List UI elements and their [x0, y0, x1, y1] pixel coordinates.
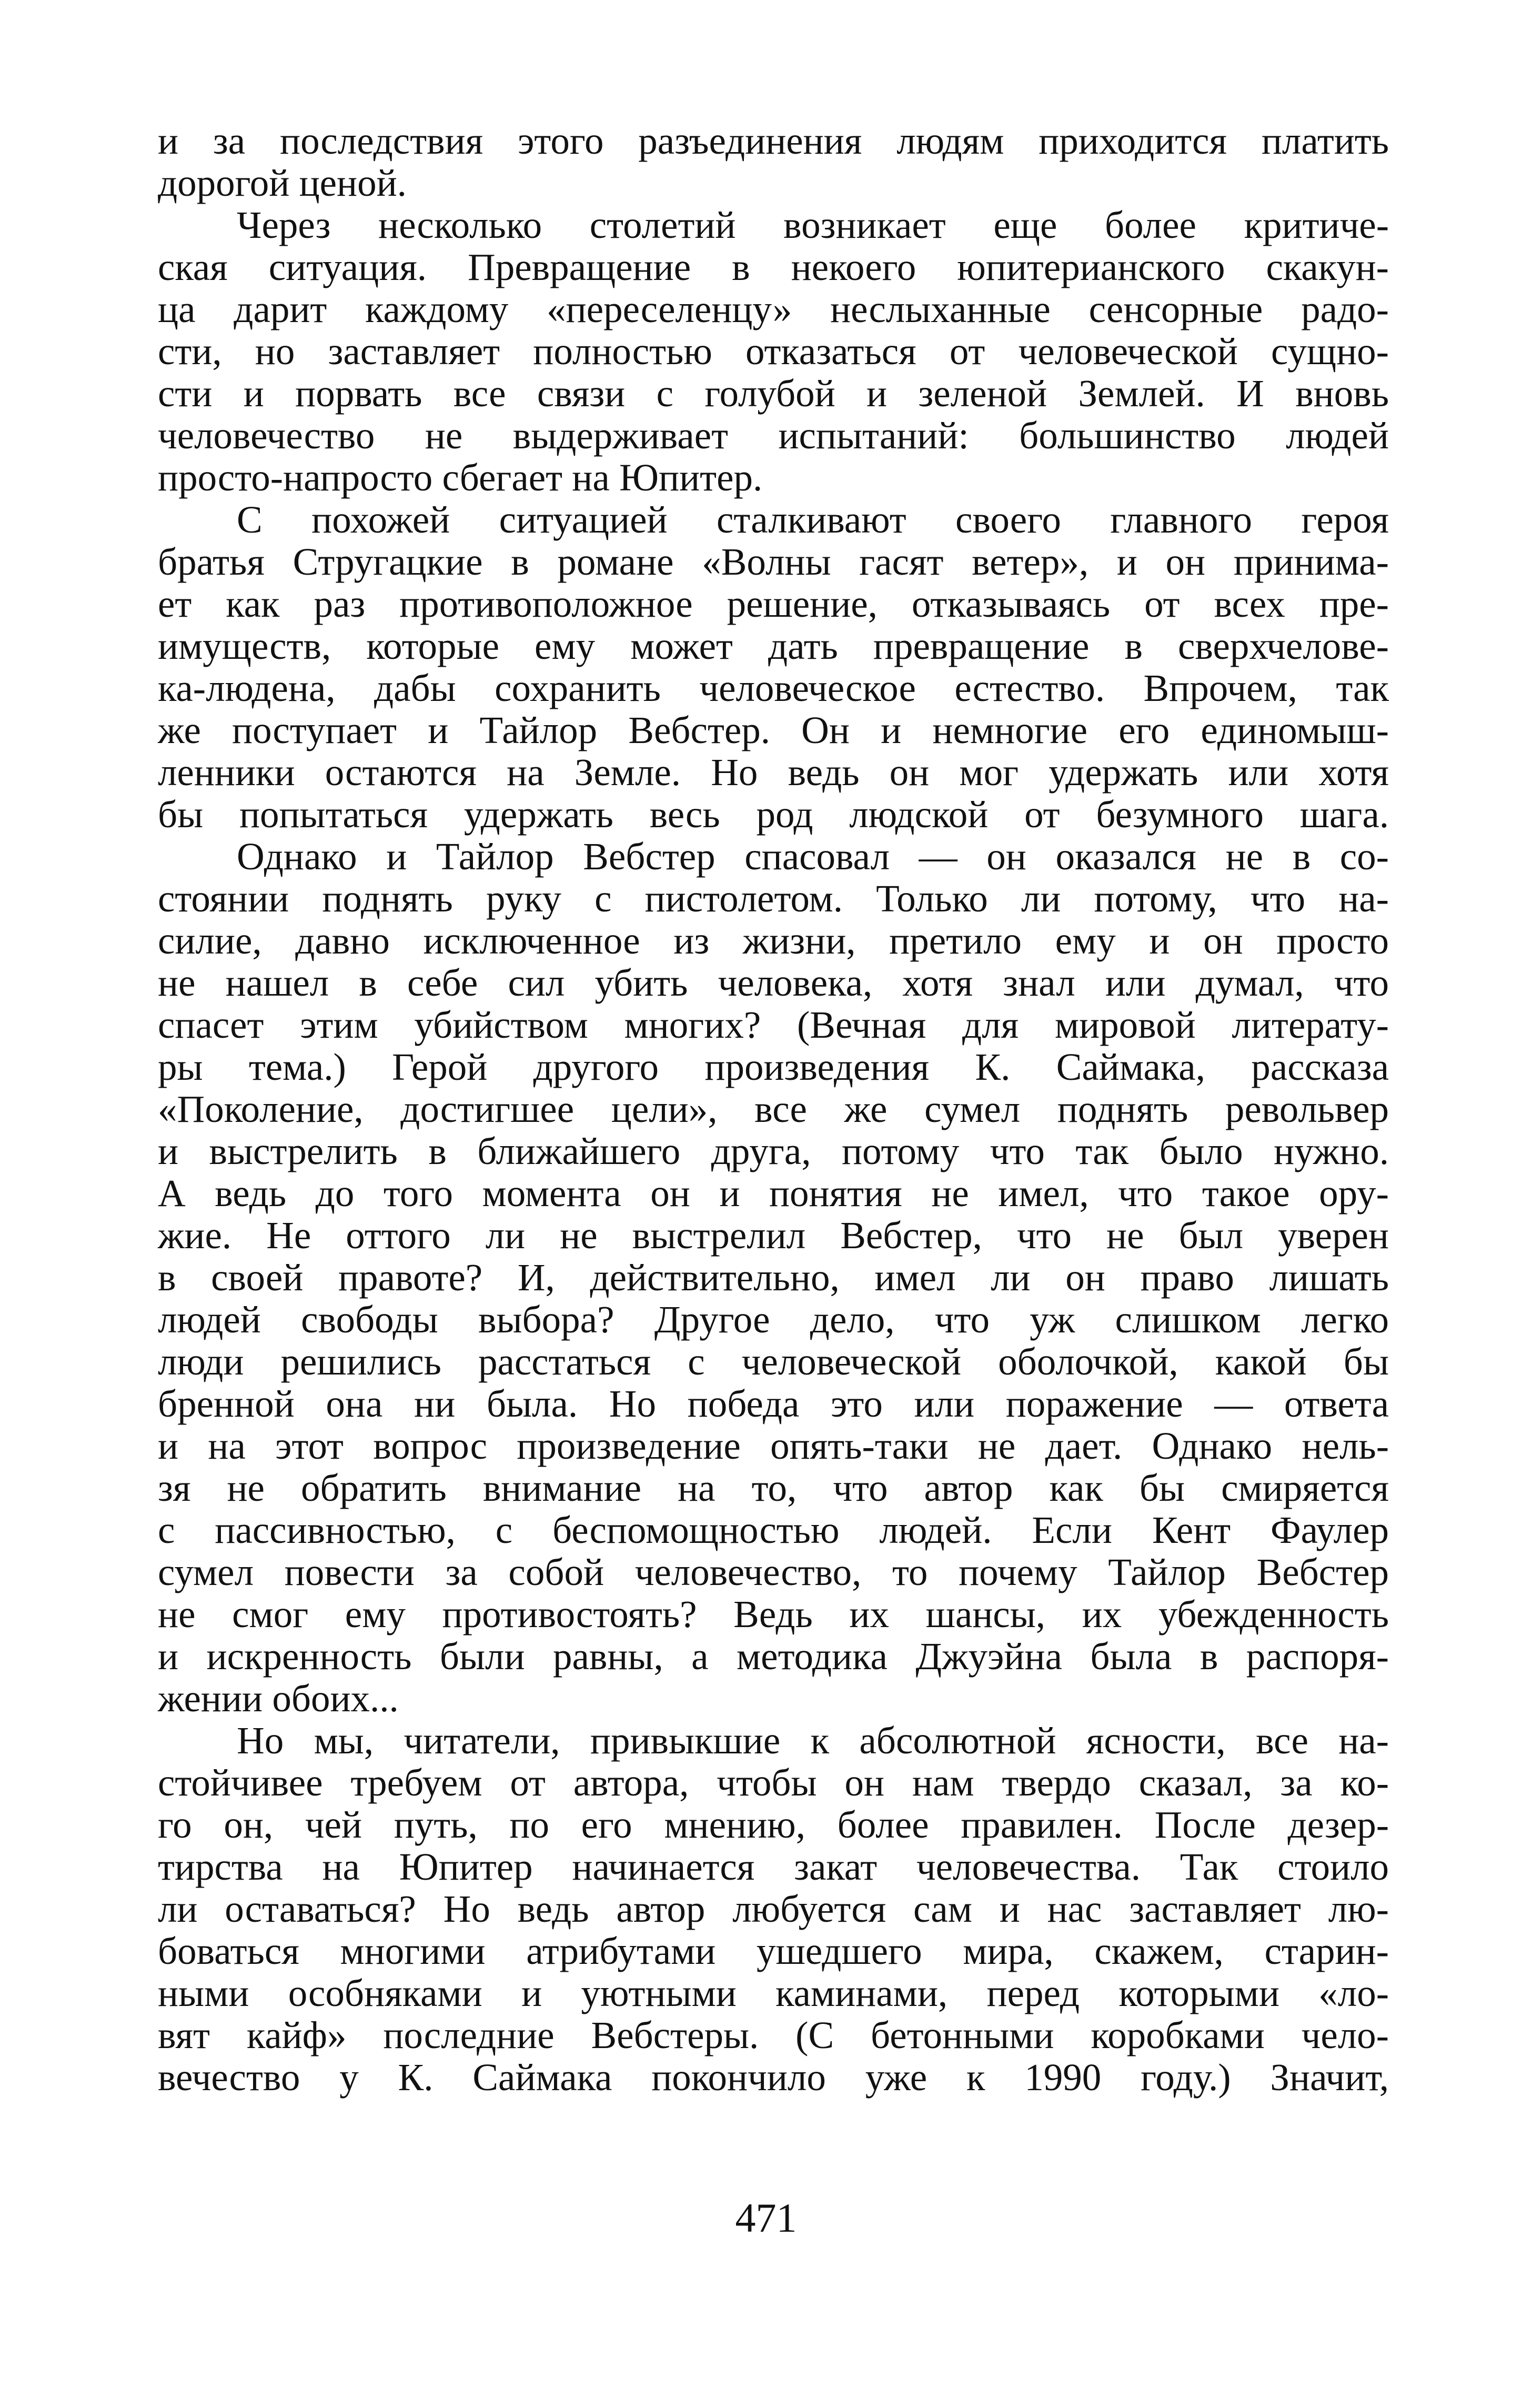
- text-line: ры тема.) Герой другого произведения К. Саймака, рассказа: [158, 1046, 1389, 1088]
- text-line: го он, чей путь, по его мнению, более правилен. После дезер-: [158, 1803, 1389, 1846]
- text-line: ка-людена, дабы сохранить человеческое естество. Впрочем, так: [158, 667, 1389, 709]
- text-line: вят кайф» последние Вебстеры. (С бетонными коробками чело-: [158, 2014, 1389, 2056]
- text-line: стоянии поднять руку с пистолетом. Только ли потому, что на-: [158, 877, 1389, 920]
- text-line: дорогой ценой.: [158, 162, 407, 204]
- text-line: братья Стругацкие в романе «Волны гасят ветер», и он принима-: [158, 540, 1389, 583]
- text-line: ными особняками и уютными каминами, перед которыми «ло-: [158, 1972, 1389, 2014]
- paragraph-start-line: С похожей ситуацией сталкивают своего главного героя: [237, 498, 1389, 541]
- paragraph-start-line: Через несколько столетий возникает еще более критиче-: [237, 204, 1389, 246]
- text-line: ленники остаются на Земле. Но ведь он мог удержать или хотя: [158, 751, 1389, 794]
- text-line: же поступает и Тайлор Вебстер. Он и немногие его единомыш-: [158, 709, 1389, 751]
- text-line: сти, но заставляет полностью отказаться от человеческой сущно-: [158, 330, 1389, 373]
- text-line: спасет этим убийством многих? (Вечная для мировой литерату-: [158, 1004, 1389, 1046]
- text-line: вечество у К. Саймака покончило уже к 1990 году.) Значит,: [158, 2056, 1389, 2099]
- text-line: сумел повести за собой человечество, то почему Тайлор Вебстер: [158, 1551, 1389, 1593]
- text-line: просто-напросто сбегает на Юпитер.: [158, 456, 763, 499]
- paragraph-start-line: Однако и Тайлор Вебстер спасовал — он оказался не в со-: [237, 835, 1389, 878]
- text-line: имуществ, которые ему может дать превращение в сверхчелове-: [158, 625, 1389, 667]
- text-line: ли оставаться? Но ведь автор любуется сам и нас заставляет лю-: [158, 1888, 1389, 1930]
- text-line: в своей правоте? И, действительно, имел ли он право лишать: [158, 1256, 1389, 1299]
- text-line: зя не обратить внимание на то, что автор как бы смиряется: [158, 1467, 1389, 1509]
- text-line: не смог ему противостоять? Ведь их шансы, их убежденность: [158, 1593, 1389, 1636]
- text-line: бы попытаться удержать весь род людской от безумного шага.: [158, 793, 1389, 836]
- text-line: бренной она ни была. Но победа это или поражение — ответа: [158, 1382, 1389, 1425]
- text-line: тирства на Юпитер начинается закат человечества. Так стоило: [158, 1845, 1389, 1888]
- text-line: жие. Не оттого ли не выстрелил Вебстер, что не был уверен: [158, 1214, 1389, 1257]
- text-line: людей свободы выбора? Другое дело, что уж слишком легко: [158, 1298, 1389, 1341]
- text-line: и искренность были равны, а методика Джуэйна была в распоря-: [158, 1635, 1389, 1678]
- text-line: люди решились расстаться с человеческой оболочкой, какой бы: [158, 1340, 1389, 1383]
- paragraph-start-line: Но мы, читатели, привыкшие к абсолютной ясности, все на-: [237, 1719, 1389, 1762]
- text-line: человечество не выдерживает испытаний: большинство людей: [158, 414, 1389, 457]
- text-line: не нашел в себе сил убить человека, хотя знал или думал, что: [158, 961, 1389, 1004]
- text-line: и за последствия этого разъединения людям приходится платить: [158, 119, 1389, 162]
- text-line: стойчивее требуем от автора, чтобы он нам твердо сказал, за ко-: [158, 1761, 1389, 1804]
- text-line: сти и порвать все связи с голубой и зеленой Землей. И вновь: [158, 372, 1389, 415]
- text-line: с пассивностью, с беспомощностью людей. Если Кент Фаулер: [158, 1509, 1389, 1551]
- text-line: ская ситуация. Превращение в некоего юпитерианского скакун-: [158, 246, 1389, 288]
- page-number: 471: [735, 2195, 797, 2241]
- text-line: А ведь до того момента он и понятия не имел, что такое ору-: [158, 1172, 1389, 1215]
- text-line: боваться многими атрибутами ушедшего мира, скажем, старин-: [158, 1930, 1389, 1972]
- text-line: ца дарит каждому «переселенцу» неслыханные сенсорные радо-: [158, 288, 1389, 330]
- text-line: и на этот вопрос произведение опять-таки не дает. Однако нель-: [158, 1424, 1389, 1467]
- text-line: жении обоих...: [158, 1677, 399, 1720]
- text-line: «Поколение, достигшее цели», все же сумел поднять револьвер: [158, 1088, 1389, 1130]
- text-line: и выстрелить в ближайшего друга, потому что так было нужно.: [158, 1130, 1389, 1172]
- text-line: силие, давно исключенное из жизни, претило ему и он просто: [158, 919, 1389, 962]
- text-line: ет как раз противоположное решение, отказываясь от всех пре-: [158, 583, 1389, 625]
